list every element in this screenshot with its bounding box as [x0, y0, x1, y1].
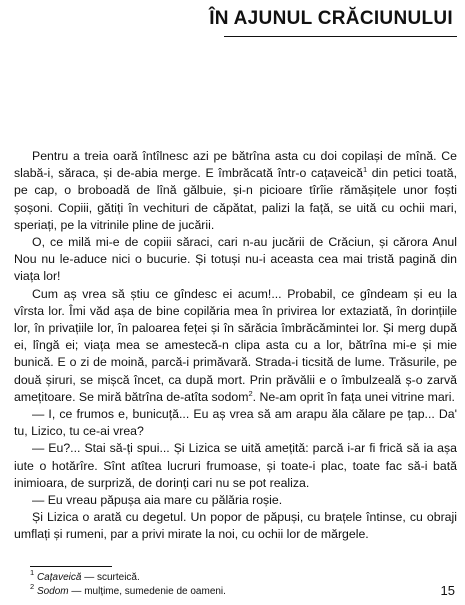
footnote-definition: — mulțime, sumedenie de oameni.	[68, 586, 226, 597]
footnote-ref-1: 1	[362, 165, 368, 175]
body-text	[14, 148, 457, 544]
paragraph-3-part-b: . Ne-am oprit în fața unei vitrine mari.	[252, 389, 455, 404]
footnote-definition: — scurteică.	[81, 572, 140, 583]
footnotes	[30, 568, 226, 599]
page-number: 15	[440, 583, 455, 598]
footnote-ref-2: 2	[248, 388, 253, 398]
paragraph-3	[14, 286, 457, 406]
paragraph-5: — Eu?... Stai să-ți spui... Și Lizica se uită amețită: parcă i-ar fi frică să ia așa iute o hotărîre. Sînt atîtea lucruri frumoase, și toate-i plac, toate fac să-i bată inimioara, de surpriză, de dorinți cari nu se pot realiza.	[14, 441, 457, 490]
paragraph-1-part-a: Pentru a treia oară întîlnesc azi pe bătrîna asta cu doi copilași de mînă. Ce slabă-i, săraca, și de-abia merge. E îmbrăcată într-o cațaveică	[14, 149, 457, 181]
title-underline	[224, 36, 457, 37]
chapter-title: ÎN AJUNUL CRĂCIUNULUI	[209, 8, 453, 29]
footnote-separator	[30, 566, 112, 567]
paragraph-3-part-a: Cum aș vrea să știu ce gîndesc ei acum!... Probabil, ce gîndeam și eu la vîrsta lor. Îmi văd așa de bine copilăria mea în privirea lor extaziată, în dorințiile lor, în privațiile lor, în paloarea feței și în sărăcia îmbrăcămintei lor. Și merg după ei, lîngă ei; viața mea se amestecă-n clipa asta cu a lor, bătrîna mi-e și mie bunică. E o zi de moină, parcă-i primăvară. Strada-i ticsită de lume. Trăsurile, pe două șiruri, se mișcă încet, ca după mort. Prin prăvălii e o îmbulzeală ș-o zarvă amețitoare. Se miră bătrîna de-atîta sodom	[14, 286, 457, 404]
paragraph-4: — I, ce frumos e, bunicuță... Eu aș vrea să am arapu ăla călare pe țap... Da' tu, Lizico, tu ce-ai vrea?	[14, 407, 457, 439]
footnote-term: Cațaveică	[36, 572, 82, 583]
footnote-2	[30, 582, 226, 599]
paragraph-7: Și Lizica o arată cu degetul. Un popor de păpuși, cu brațele întinse, cu obraji umflați și rumeni, par a privi mirate la noi, cu ochii lor de mărgele.	[14, 510, 457, 542]
paragraph-1	[14, 148, 457, 234]
footnote-term: Sodom	[36, 586, 69, 597]
footnote-marker: 2	[30, 582, 35, 591]
footnote-marker: 1	[30, 568, 35, 577]
paragraph-1-part-b: din petici toată, pe cap, o broboadă de lînă gălbuie, și-n picioare tîrîie rămășițele unor foști șoșoni. Copiii, gătiți în vechituri de căpătat, palizi la față, se uită cu ochii mari, speriați, pe la vitrinile pline de jucării.	[14, 166, 458, 232]
running-header	[0, 4, 465, 38]
footnote-1	[30, 568, 226, 585]
paragraph-6: — Eu vreau păpușa aia mare cu pălăria roșie.	[32, 493, 283, 508]
paragraph-2: O, ce milă mi-e de copiii săraci, cari n-au jucării de Crăciun, și cărora Anul Nou nu le-aduce nici o bucurie. Și totuși nu-i aceasta cea mai tristă pagină din viața lor!	[14, 235, 457, 284]
